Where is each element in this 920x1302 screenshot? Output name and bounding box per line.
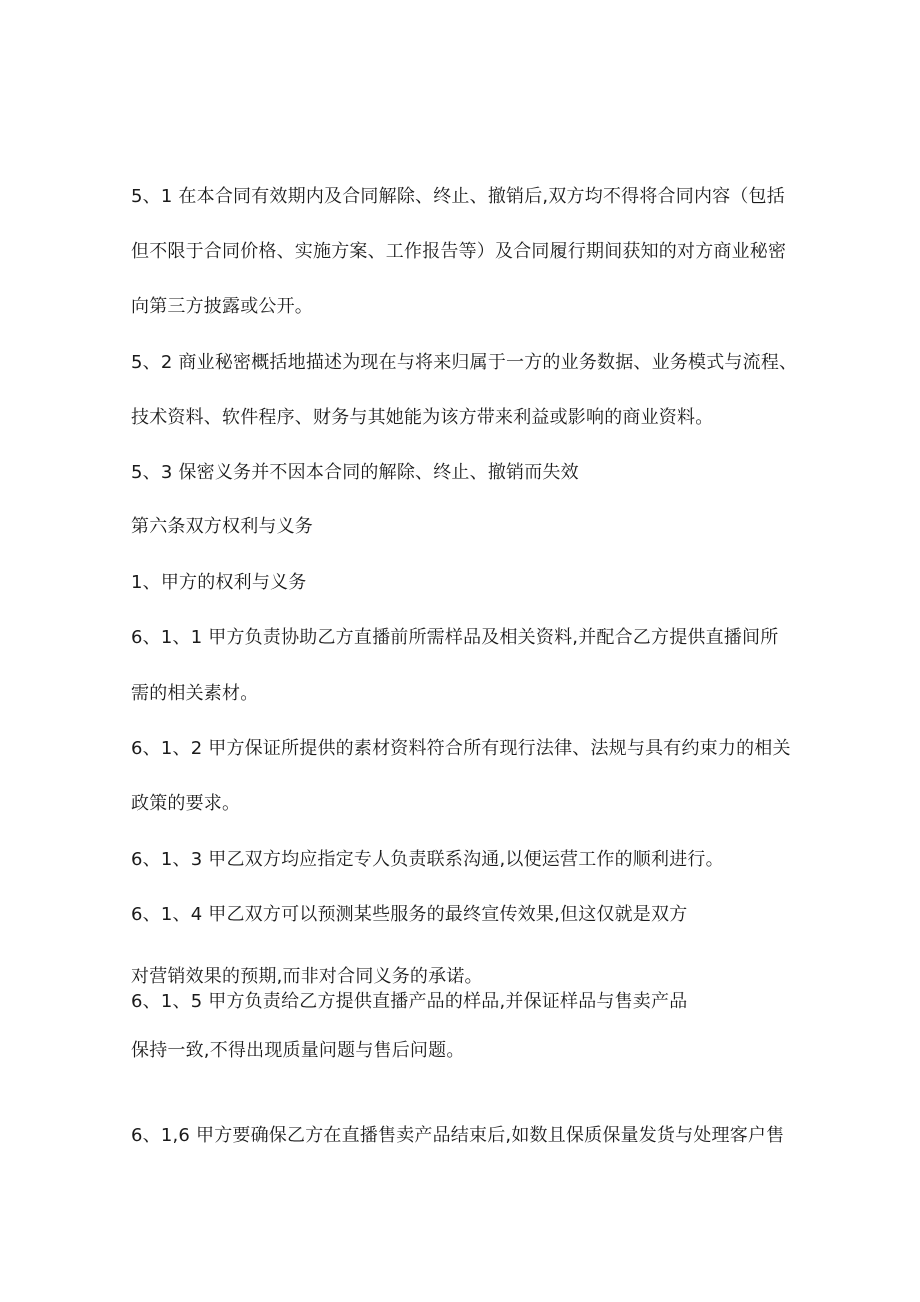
clause-5-1-line-2: 但不限于合同价格、实施方案、工作报告等）及合同履行期间获知的对方商业秘密 [131, 241, 787, 262]
clause-6-1-4-line-1: 6、1、4 甲乙双方可以预测某些服务的最终宣传效果,但这仅就是双方 [131, 904, 688, 925]
article-6-heading: 第六条双方权利与义务 [131, 516, 313, 537]
clause-6-1-3: 6、1、3 甲乙双方均应指定专人负责联系沟通,以便运营工作的顺利进行。 [131, 849, 724, 870]
clause-6-1-2-line-1: 6、1、2 甲方保证所提供的素材资料符合所有现行法律、法规与具有约束力的相关 [131, 738, 791, 759]
clause-5-3: 5、3 保密义务并不因本合同的解除、终止、撤销而失效 [131, 462, 579, 483]
clause-5-2-line-2: 技术资料、软件程序、财务与其她能为该方带来利益或影响的商业资料。 [131, 407, 714, 428]
clause-6-1-5-line-2: 保持一致,不得出现质量问题与售后问题。 [131, 1040, 465, 1061]
clause-5-1-line-3: 向第三方披露或公开。 [131, 296, 313, 317]
clause-5-1-line-1: 5、1 在本合同有效期内及合同解除、终止、撤销后,双方均不得将合同内容（包括 [131, 186, 785, 207]
section-1-heading: 1、甲方的权利与义务 [131, 572, 307, 593]
clause-5-2-line-1: 5、2 商业秘密概括地描述为现在与将来归属于一方的业务数据、业务模式与流程、 [131, 352, 798, 373]
clause-6-1-5-line-1: 6、1、5 甲方负责给乙方提供直播产品的样品,并保证样品与售卖产品 [131, 991, 688, 1012]
clause-6-1-2-line-2: 政策的要求。 [131, 793, 241, 814]
clause-6-1-1-line-1: 6、1、1 甲方负责协助乙方直播前所需样品及相关资料,并配合乙方提供直播间所 [131, 627, 779, 648]
clause-6-1-6-line-1: 6、1,6 甲方要确保乙方在直播售卖产品结束后,如数且保质保量发货与处理客户售 [131, 1125, 785, 1146]
clause-6-1-1-line-2: 需的相关素材。 [131, 683, 259, 704]
clause-6-1-4-line-2: 对营销效果的预期,而非对合同义务的承诺。 [131, 966, 483, 987]
